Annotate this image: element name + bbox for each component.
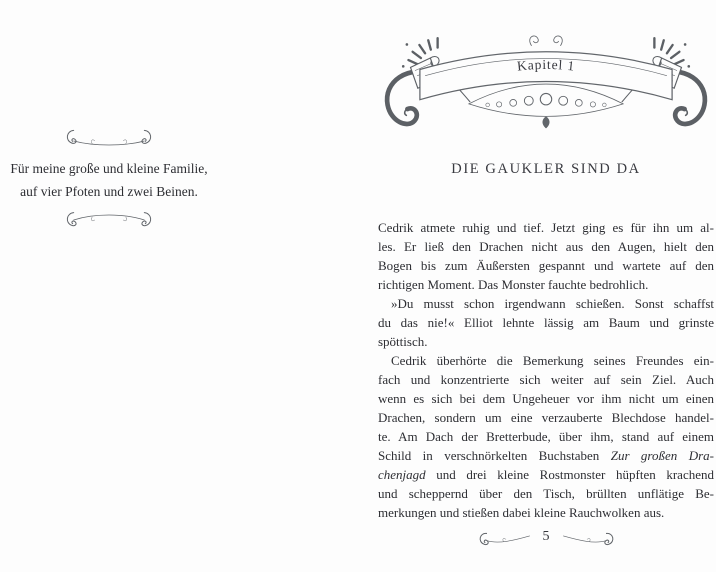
dedication-line-2: auf vier Pfoten und zwei Beinen. xyxy=(20,183,198,199)
flourish-divider-top-icon xyxy=(59,127,159,149)
body-line: te. Am Dach der Bretterbude, über ihm, stand auf einem xyxy=(378,429,714,444)
body-line: richtigen Moment. Das Monster fauchte bedrohlich. xyxy=(378,277,649,292)
body-line: du das nie!« Elliot lehnte lässig am Baum und grinste xyxy=(378,315,714,330)
chapter-page xyxy=(378,0,714,572)
page-number-flourish-left-icon xyxy=(474,529,532,548)
chapter-header-ornament xyxy=(378,33,714,132)
body-line: chenjagd und drei kleine Rostmonster hüpften krachend xyxy=(378,467,714,482)
banner-scroll-ornament-icon xyxy=(379,33,713,132)
body-line: »Du musst schon irgendwann schießen. Sonst schaffst xyxy=(391,296,714,311)
body-line: spöttisch. xyxy=(378,334,428,349)
chapter-banner-label: Kapitel 1 xyxy=(516,56,576,74)
body-line: und scheppernd über den Tisch, brüllten unflätige Be- xyxy=(378,486,714,501)
svg-text:Kapitel 1 xyxy=(516,57,575,74)
body-line: merkungen und stießen dabei kleine Rauchwolken aus. xyxy=(378,505,665,520)
body-text xyxy=(378,218,714,522)
body-line: Bogen bis zum Äußersten gespannt und wartete auf den xyxy=(378,258,714,273)
body-line: les. Er ließ den Drachen nicht aus den Augen, hielt den xyxy=(378,239,714,254)
page-footer xyxy=(378,529,714,548)
body-line: fach und konzentrierte sich weiter auf sein Ziel. Auch xyxy=(378,372,714,387)
chapter-title: DIE GAUKLER SIND DA xyxy=(451,161,641,177)
page-number-flourish-right-icon xyxy=(561,529,619,548)
page-number: 5 xyxy=(542,529,550,544)
body-line: Cedrik überhörte die Bemerkung seines Freundes ein- xyxy=(391,353,714,368)
body-line: Schild in verschnörkelten Buchstaben Zur großen Dra- xyxy=(378,448,714,463)
dedication-line-1: Für meine große und kleine Familie, xyxy=(10,161,208,176)
body-line: Cedrik atmete ruhig und tief. Jetzt ging es für ihn um al- xyxy=(378,220,714,235)
flourish-divider-bottom-icon xyxy=(59,208,159,230)
dedication-block xyxy=(2,127,216,230)
body-line: wenn es sich bei dem Ungeheuer vor ihm nicht um einen xyxy=(378,391,714,406)
body-line: Drachen, sondern um eine verzauberte Blechdose handel- xyxy=(378,410,714,425)
